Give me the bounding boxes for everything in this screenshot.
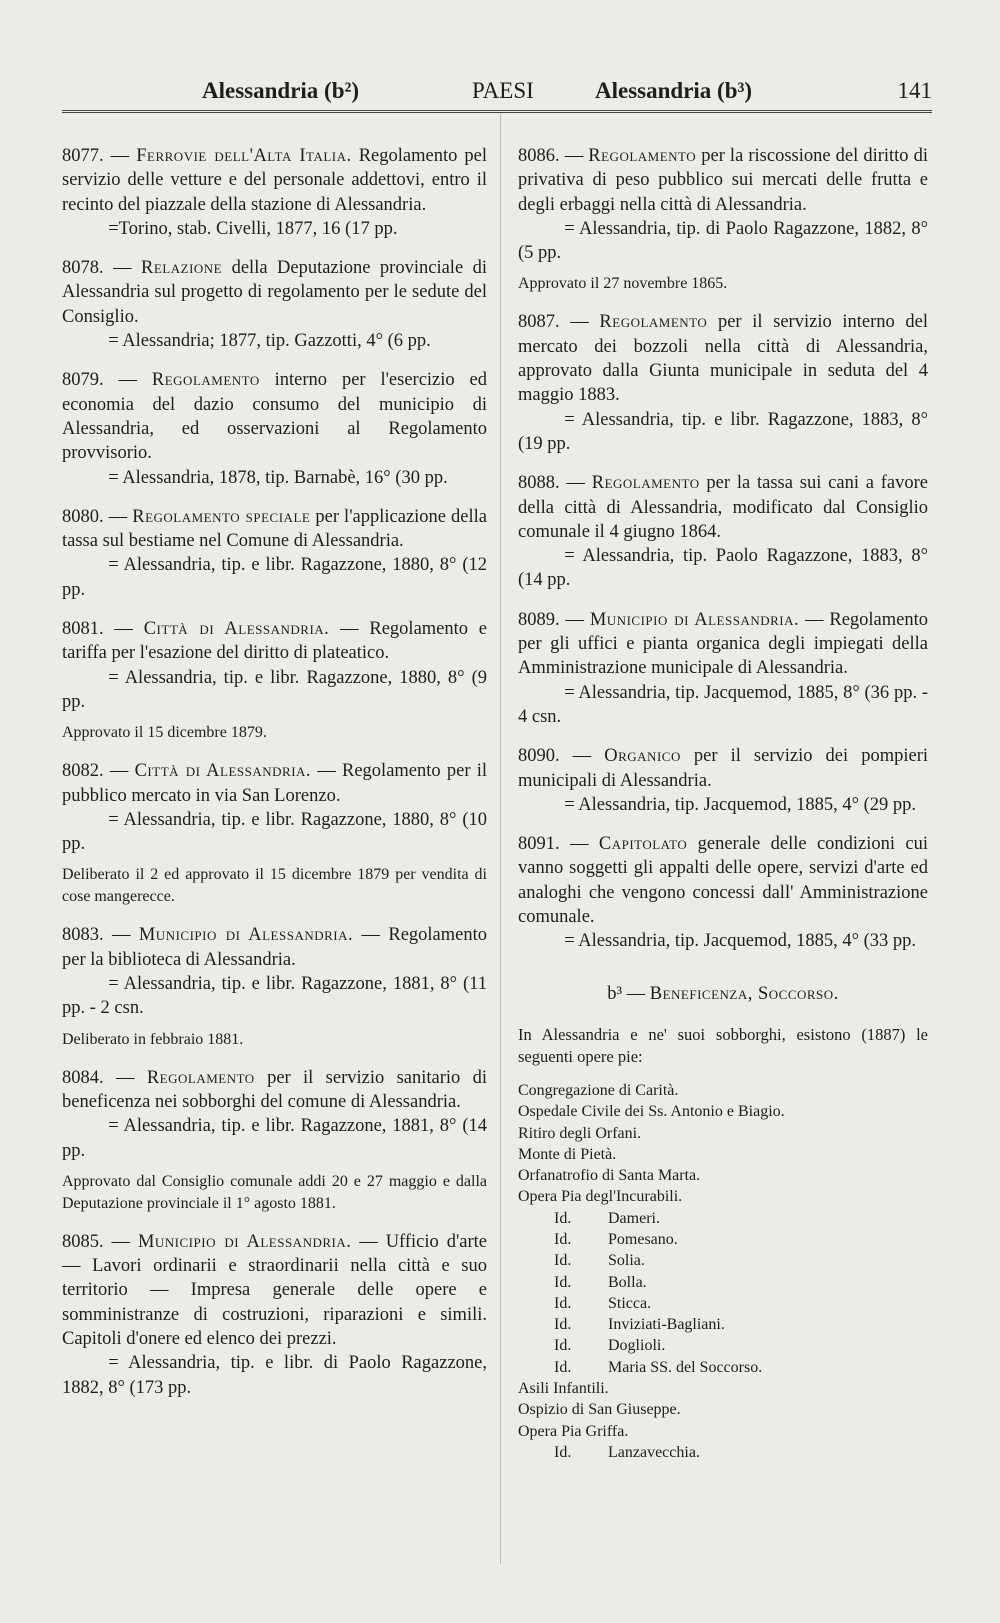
- item-label: Id.: [554, 1443, 572, 1461]
- entry-number: 8088.: [518, 473, 560, 494]
- item-label: Id.: [554, 1294, 572, 1312]
- opera-pia-item: [518, 1357, 928, 1378]
- item-text: Opera Pia degl'Incurabili.: [518, 1188, 683, 1206]
- opera-pia-item: [518, 1165, 928, 1186]
- header-middle: PAESI: [472, 78, 534, 103]
- entry-title: Municipio di Alessandria.: [138, 925, 354, 946]
- opera-pia-item: [518, 1378, 928, 1399]
- item-text: Ritiro degli Orfani.: [518, 1124, 642, 1142]
- entry-text: 8083. — Municipio di Alessandria. — Regolamento per la biblioteca di Alessandria.: [62, 925, 487, 970]
- entry-title: Regolamento: [599, 312, 708, 333]
- entry-note: Approvato il 27 novembre 1865.: [518, 275, 728, 293]
- entry-title: Città di Alessandria.: [143, 619, 330, 640]
- entry-imprint: = Alessandria, tip. e libr. Ragazzone, 1880, 8° (9 pp.: [62, 667, 487, 712]
- entry-number: 8080.: [62, 506, 104, 527]
- item-text: Congregazione di Carità.: [518, 1081, 679, 1099]
- entry-number: 8085.: [62, 1231, 104, 1252]
- entry-body: della Deputazione provinciale di Alessandria sul progetto di regolamento per le sedute del Consiglio.: [62, 258, 487, 327]
- opera-pia-item: [518, 1080, 928, 1101]
- entry-body: interno per l'esercizio ed economia del dazio consumo del municipio di Alessandria, ed osservazioni al Regolamento provvisorio.: [62, 370, 487, 464]
- entry-text: 8084. — Regolamento per il servizio sanitario di beneficenza nei sobborghi del comune di Alessandria.: [62, 1067, 488, 1112]
- entry-title: Organico: [604, 746, 681, 767]
- item-label: Id.: [554, 1316, 572, 1334]
- header-rule: [62, 110, 932, 113]
- entry-body: — Regolamento per il pubblico mercato in via San Lorenzo.: [62, 761, 488, 806]
- entry-number: 8083.: [62, 925, 104, 946]
- right-column: [518, 144, 928, 1463]
- opera-pia-item: [518, 1314, 928, 1335]
- entry-note: Approvato dal Consiglio comunale addi 20 e 27 maggio e dalla Deputazione provinciale il 1° agosto 1881.: [62, 1172, 487, 1212]
- item-label: Id.: [554, 1209, 572, 1227]
- item-label: Id.: [554, 1230, 572, 1248]
- entry-number: 8091.: [518, 834, 560, 855]
- header-right: Alessandria (b³): [595, 78, 753, 103]
- catalog-entry: [518, 608, 928, 729]
- entry-body: per la riscossione del diritto di privativa di peso pubblico sui mercati delle frutta e degli erbaggi nella città di Alessandria.: [518, 146, 929, 215]
- catalog-entry: [62, 923, 487, 1050]
- catalog-entry: [518, 471, 928, 592]
- section-intro: In Alessandria e ne' suoi sobborghi, esistono (1887) le seguenti opere pie:: [518, 1024, 928, 1066]
- entry-number: 8082.: [62, 761, 104, 782]
- opera-pia-item: [518, 1208, 928, 1229]
- entry-body: per il servizio sanitario di beneficenza nei sobborghi del comune di Alessandria.: [62, 1067, 488, 1112]
- entry-imprint: = Alessandria, tip. Jacquemod, 1885, 8° (36 pp. - 4 csn.: [518, 682, 928, 727]
- entry-number: 8081.: [62, 619, 104, 640]
- entry-number: 8089.: [518, 609, 560, 630]
- entry-text: 8085. — Municipio di Alessandria. — Ufficio d'arte — Lavori ordinarii e straordinarii nella città e suo territorio — Impresa generale delle opere e somministranze di costruzioni, riparazioni e simili. Capitoli d'onere ed elenco dei prezzi.: [62, 1231, 487, 1349]
- entry-text: 8086. — Regolamento per la riscossione del diritto di privativa di peso pubblico sui mercati delle frutta e degli erbaggi nella città di Alessandria.: [518, 146, 929, 215]
- entry-title: Ferrovie dell'Alta Italia.: [136, 146, 352, 166]
- entry-note: Deliberato in febbraio 1881.: [62, 1030, 244, 1048]
- entry-text: 8080. — Regolamento speciale per l'applicazione della tassa sul bestiame nel Comune di Alessandria.: [62, 506, 488, 552]
- opere-list: [518, 1080, 928, 1463]
- item-text: Doglioli.: [608, 1337, 666, 1355]
- item-text: Ospizio di San Giuseppe.: [518, 1401, 681, 1419]
- catalog-entry: [62, 505, 487, 602]
- entry-number: 8087.: [518, 312, 560, 333]
- entry-title: Regolamento: [588, 146, 697, 166]
- opera-pia-item: [518, 1123, 928, 1144]
- catalog-entry: [518, 144, 928, 295]
- entry-text: 8079. — Regolamento interno per l'esercizio ed economia del dazio consumo del municipio di Alessandria, ed osservazioni al Regolamento provvisorio.: [62, 370, 487, 464]
- opera-pia-item: [518, 1399, 928, 1420]
- entry-title: Relazione: [141, 258, 223, 279]
- entry-body: — Ufficio d'arte — Lavori ordinarii e straordinarii nella città e suo territorio — Impresa generale delle opere e somministranze di costruzioni, riparazioni e simili. Capitoli d'onere ed elenco dei prezzi.: [62, 1231, 487, 1349]
- item-label: Id.: [554, 1337, 572, 1355]
- entry-imprint: = Alessandria, tip. di Paolo Ragazzone, 1882, 8° (5 pp.: [518, 218, 928, 264]
- item-text: Maria SS. del Soccorso.: [608, 1358, 763, 1376]
- entry-text: 8078. — Relazione della Deputazione provinciale di Alessandria sul progetto di regolamento per le sedute del Consiglio.: [62, 258, 487, 327]
- item-text: Sticca.: [608, 1294, 652, 1312]
- entry-text: 8077. — Ferrovie dell'Alta Italia. Regolamento pel servizio delle vetture e del personale addettovi, entro il recinto del piazzale della stazione di Alessandria.: [62, 146, 488, 215]
- item-text: Orfanatrofio di Santa Marta.: [518, 1167, 701, 1185]
- entry-body: per la tassa sui cani a favore della città di Alessandria, modificato dal Consiglio comunale il 4 giugno 1864.: [518, 473, 929, 542]
- entry-imprint: = Alessandria, tip. e libr. Ragazzone, 1880, 8° (12 pp.: [62, 555, 487, 600]
- entry-imprint: = Alessandria, tip. Paolo Ragazzone, 1883, 8° (14 pp.: [518, 546, 928, 591]
- entry-text: 8081. — Città di Alessandria. — Regolamento e tariffa per l'esazione del diritto di plateatico.: [62, 619, 488, 664]
- catalog-entry: [62, 144, 487, 241]
- right-entries: [518, 144, 928, 954]
- entry-body: per il servizio dei pompieri municipali di Alessandria.: [518, 746, 929, 791]
- entry-text: 8082. — Città di Alessandria. — Regolamento per il pubblico mercato in via San Lorenzo.: [62, 761, 488, 806]
- entry-body: Regolamento pel servizio delle vetture e del personale addettovi, entro il recinto del piazzale della stazione di Alessandria.: [62, 146, 488, 215]
- entry-imprint: = Alessandria, tip. e libr. di Paolo Ragazzone, 1882, 8° (173 pp.: [62, 1353, 487, 1398]
- entry-body: per l'applicazione della tassa sul bestiame nel Comune di Alessandria.: [62, 506, 488, 552]
- opera-pia-item: [518, 1144, 928, 1165]
- column-divider: [500, 114, 501, 1564]
- entry-title: Municipio di Alessandria.: [137, 1231, 352, 1252]
- entry-number: 8078.: [62, 258, 104, 279]
- catalog-entry: [62, 1066, 487, 1215]
- item-label: Id.: [554, 1252, 572, 1270]
- left-column: [62, 144, 487, 1415]
- entry-title: Municipio di Alessandria.: [589, 609, 800, 630]
- entry-imprint: = Alessandria, tip. Jacquemod, 1885, 4° (33 pp.: [564, 931, 917, 952]
- entry-imprint: =Torino, stab. Civelli, 1877, 16 (17 pp.: [108, 218, 398, 239]
- entry-title: Regolamento: [591, 473, 700, 494]
- section-title: Beneficenza, Soccorso.: [649, 983, 839, 1004]
- entry-body: generale delle condizioni cui vanno soggetti gli appalti delle opere, servizi d'arte ed analoghi che vengono concessi dall' Amministrazione comunale.: [518, 834, 929, 928]
- entry-text: 8087. — Regolamento per il servizio interno del mercato dei bozzoli nella città di Alessandria, approvato dalla Giunta municipale in seduta del 4 maggio 1883.: [518, 312, 929, 406]
- opera-pia-item: [518, 1335, 928, 1356]
- entry-imprint: = Alessandria, 1878, tip. Barnabè, 16° (30 pp.: [108, 467, 448, 488]
- entry-imprint: = Alessandria, tip. e libr. Ragazzone, 1880, 8° (10 pp.: [62, 809, 487, 855]
- item-text: Asili Infantili.: [518, 1380, 609, 1398]
- opera-pia-item: [518, 1421, 928, 1442]
- entry-number: 8086.: [518, 146, 560, 166]
- entry-imprint: = Alessandria, tip. e libr. Ragazzone, 1881, 8° (11 pp. - 2 csn.: [62, 974, 487, 1019]
- item-text: Ospedale Civile dei Ss. Antonio e Biagio.: [518, 1103, 785, 1121]
- section-heading: b³ — Beneficenza, Soccorso.: [607, 983, 839, 1004]
- entry-note: Deliberato il 2 ed approvato il 15 dicembre 1879 per vendita di cose mangerecce.: [62, 866, 487, 906]
- item-text: Solia.: [608, 1252, 645, 1270]
- item-text: Monte di Pietà.: [518, 1145, 617, 1163]
- item-text: Dameri.: [608, 1209, 660, 1227]
- catalog-entry: [62, 256, 487, 353]
- entry-imprint: = Alessandria, tip. Jacquemod, 1885, 4° (29 pp.: [564, 794, 917, 815]
- item-text: Pomesano.: [608, 1230, 678, 1248]
- item-label: Id.: [554, 1358, 572, 1376]
- entry-number: 8077.: [62, 146, 104, 166]
- section-code: b³: [607, 983, 622, 1004]
- entry-imprint: = Alessandria, tip. e libr. Ragazzone, 1883, 8° (19 pp.: [518, 409, 928, 454]
- entry-text: 8088. — Regolamento per la tassa sui cani a favore della città di Alessandria, modificato dal Consiglio comunale il 4 giugno 1864.: [518, 473, 929, 542]
- item-label: Id.: [554, 1273, 572, 1291]
- item-text: Inviziati-Bagliani.: [608, 1316, 725, 1334]
- opera-pia-item: [518, 1250, 928, 1271]
- entry-title: Capitolato: [598, 834, 688, 855]
- running-header: [62, 70, 932, 114]
- entry-body: — Regolamento e tariffa per l'esazione del diritto di plateatico.: [62, 619, 488, 664]
- entry-body: — Regolamento per la biblioteca di Alessandria.: [62, 925, 487, 970]
- entry-title: Regolamento: [151, 370, 260, 391]
- item-text: Lanzavecchia.: [608, 1443, 700, 1461]
- entry-text: 8089. — Municipio di Alessandria. — Regolamento per gli uffici e pianta organica degli impiegati della Amministrazione municipale di Alessandria.: [518, 609, 928, 679]
- header-left: Alessandria (b²): [202, 78, 360, 103]
- entry-body: per il servizio interno del mercato dei bozzoli nella città di Alessandria, approvato dalla Giunta municipale in seduta del 4 maggio 1883.: [518, 312, 929, 406]
- entry-text: 8090. — Organico per il servizio dei pompieri municipali di Alessandria.: [518, 746, 929, 791]
- item-text: Bolla.: [608, 1273, 647, 1291]
- entry-text: 8091. — Capitolato generale delle condizioni cui vanno soggetti gli appalti delle opere, servizi d'arte ed analoghi che vengono concessi dall' Amministrazione comunale.: [518, 834, 929, 928]
- entry-body: — Regolamento per gli uffici e pianta organica degli impiegati della Amministrazione municipale di Alessandria.: [518, 609, 928, 679]
- catalog-entry: [62, 368, 487, 489]
- catalog-entry: [518, 744, 928, 817]
- entry-title: Città di Alessandria.: [134, 761, 312, 782]
- catalog-entry: [62, 759, 487, 908]
- catalog-entry: [62, 1230, 487, 1400]
- page-number: 141: [897, 78, 932, 103]
- item-text: Opera Pia Griffa.: [518, 1422, 629, 1440]
- opera-pia-item: [518, 1101, 928, 1122]
- entry-number: 8079.: [62, 370, 104, 391]
- entry-imprint: = Alessandria; 1877, tip. Gazzotti, 4° (6 pp.: [108, 331, 431, 352]
- catalog-entry: [518, 310, 928, 456]
- opera-pia-item: [518, 1272, 928, 1293]
- entry-title: Regolamento: [146, 1067, 255, 1088]
- catalog-entry: [518, 832, 928, 953]
- catalog-entry: [62, 617, 487, 744]
- entry-note: Approvato il 15 dicembre 1879.: [62, 724, 267, 742]
- entry-imprint: = Alessandria, tip. e libr. Ragazzone, 1881, 8° (14 pp.: [62, 1116, 487, 1161]
- opera-pia-item: [518, 1186, 928, 1207]
- opera-pia-item: [518, 1442, 928, 1463]
- entry-title: Regolamento speciale: [132, 506, 311, 527]
- entry-number: 8084.: [62, 1067, 104, 1088]
- entry-number: 8090.: [518, 746, 560, 767]
- opera-pia-item: [518, 1293, 928, 1314]
- opera-pia-item: [518, 1229, 928, 1250]
